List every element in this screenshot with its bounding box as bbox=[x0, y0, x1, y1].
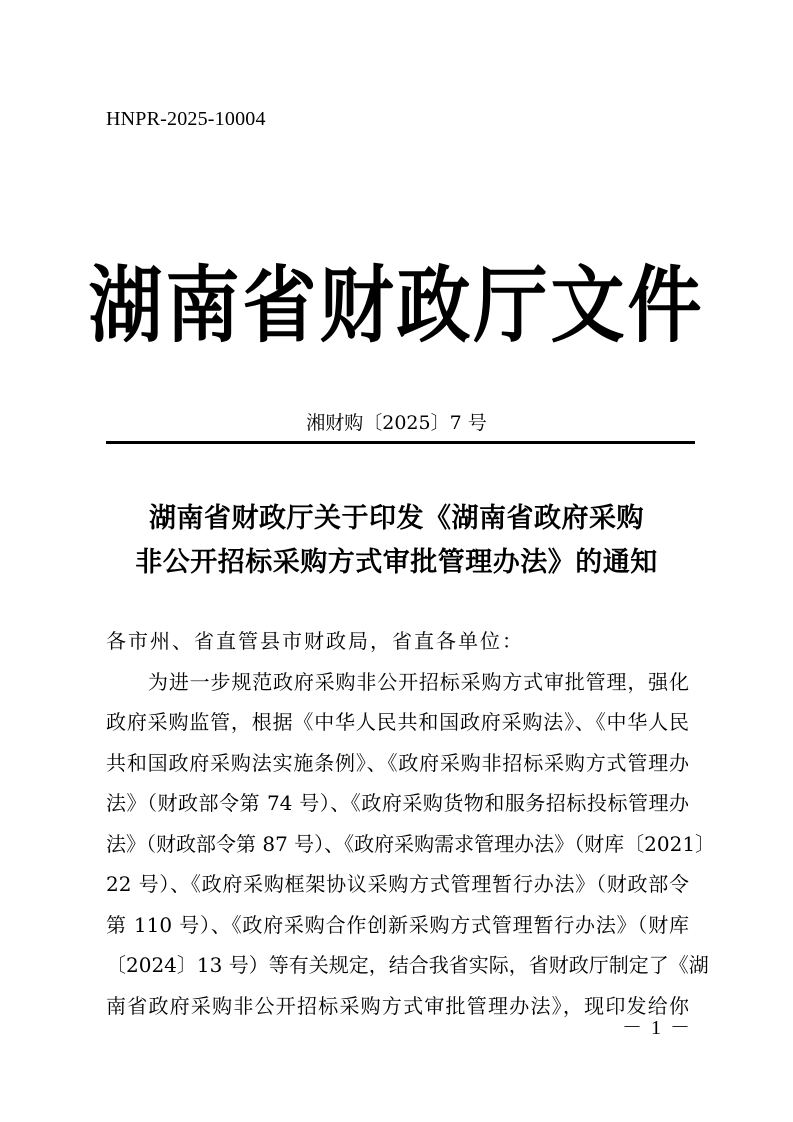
page-number: － 1 － bbox=[622, 1017, 692, 1039]
document-number: 湘财购〔2025〕7 号 bbox=[306, 412, 487, 434]
title-line: 非公开招标采购方式审批管理办法》的通知 bbox=[135, 547, 658, 578]
body-paragraph bbox=[106, 662, 716, 1027]
body-line: 为进一步规范政府采购非公开招标采购方式审批管理，强化 bbox=[148, 669, 689, 694]
body-line: 共和国政府采购法实施条例》、《政府采购非招标采购方式管理办 bbox=[106, 750, 689, 775]
body-line: 〔2024〕13 号）等有关规定，结合我省实际，省财政厅制定了《湖 bbox=[106, 953, 709, 977]
masthead-title: 湖南省财政厅文件 bbox=[88, 257, 705, 355]
body-line: 政府采购监管，根据《中华人民共和国政府采购法》、《中华人民 bbox=[106, 710, 689, 734]
body-line: 第 110 号）、《政府采购合作创新采购方式管理暂行办法》（财库 bbox=[106, 912, 689, 937]
document-body bbox=[106, 621, 716, 1026]
title-line: 湖南省财政厅关于印发《湖南省政府采购 bbox=[149, 503, 644, 534]
body-line: 法》（财政部令第 74 号）、《政府采购货物和服务招标投标管理办 bbox=[106, 791, 689, 815]
body-line: 22 号）、《政府采购框架协议采购方式管理暂行办法》（财政部令 bbox=[106, 872, 689, 896]
document-title bbox=[0, 497, 793, 585]
header-divider bbox=[106, 441, 695, 444]
body-line: 法》（财政部令第 87 号）、《政府采购需求管理办法》（财库〔2021〕 bbox=[106, 831, 716, 856]
document-code: HNPR-2025-10004 bbox=[106, 108, 266, 130]
salutation: 各市州、省直管县市财政局，省直各单位： bbox=[106, 629, 524, 653]
body-line: 南省政府采购非公开招标采购方式审批管理办法》，现印发给你 bbox=[106, 993, 689, 1018]
